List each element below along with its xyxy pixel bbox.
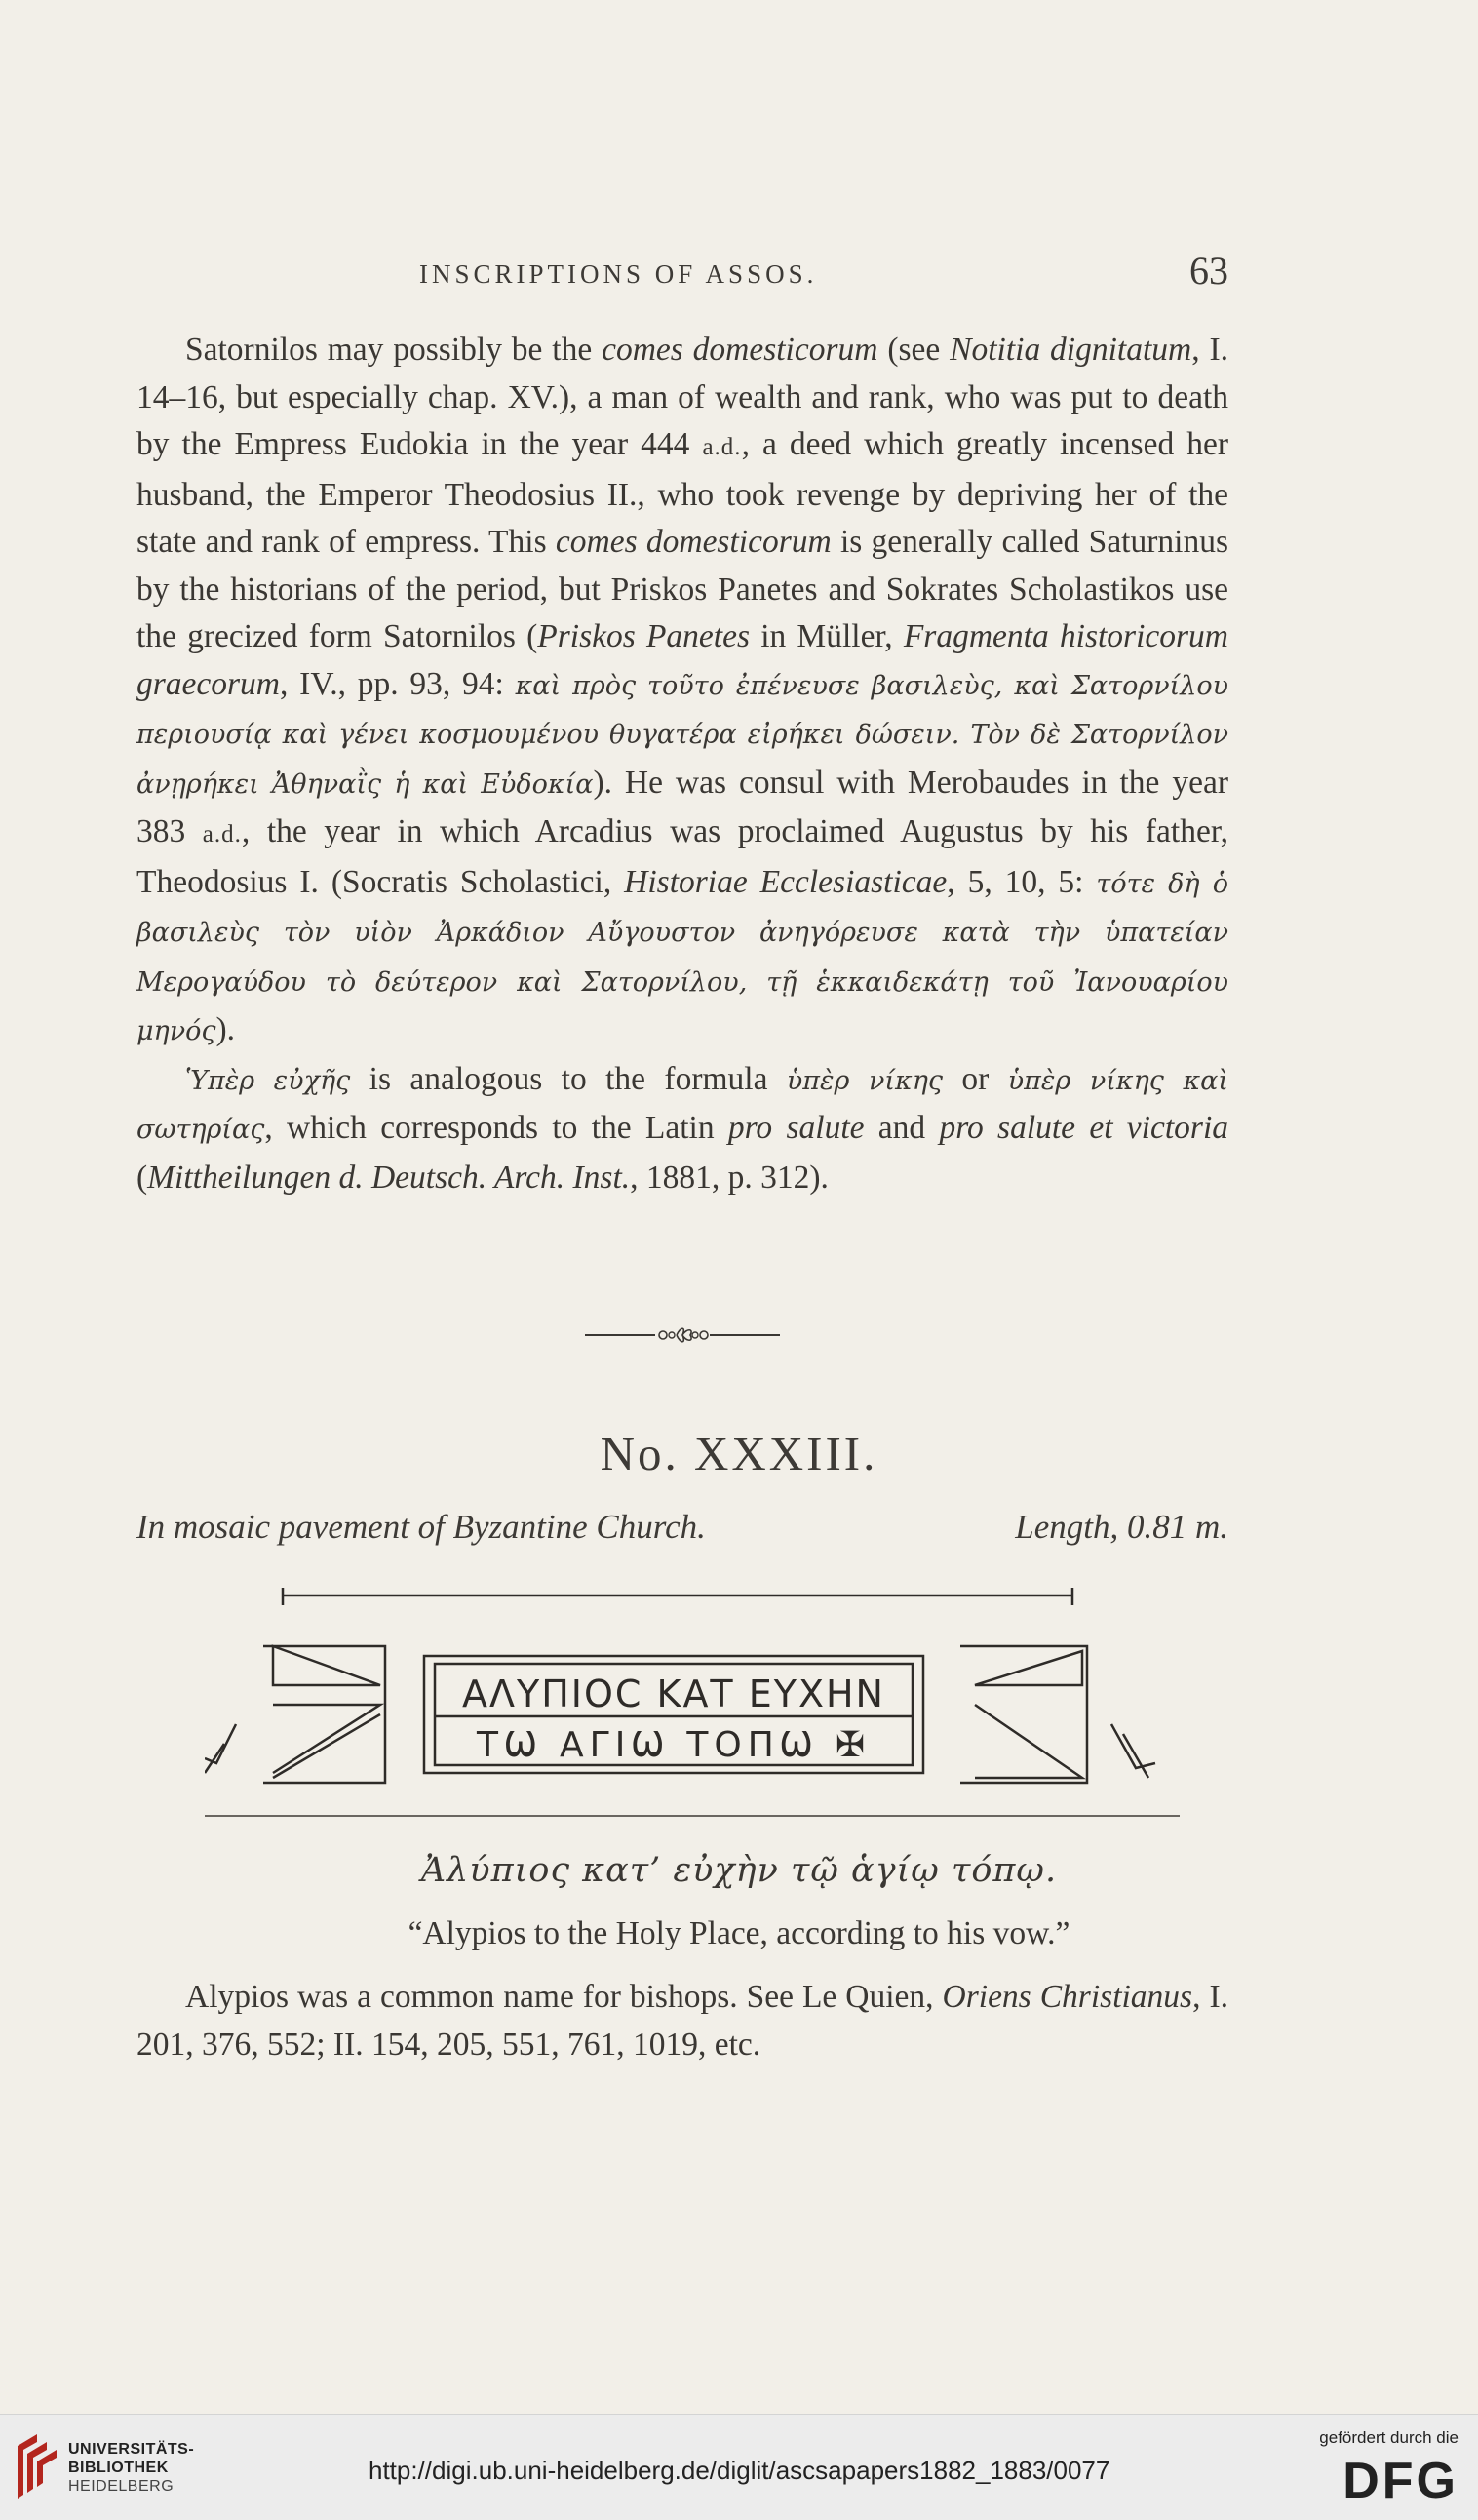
italic-run: Notitia dignitatum [950, 332, 1192, 368]
inscription-line-2: ΤѠ ΑΓΙѠ ΤΟΠѠ ✠ [476, 1725, 872, 1765]
english-translation: “Alypios to the Holy Place, according to his vow.” [408, 1915, 1070, 1951]
digitization-footer [0, 2414, 1478, 2520]
text-run: , I. 14–16, but especially chap. XV.), a man of wealth and rank, who was put to death by the Empress Eudokia in the year 444 [136, 332, 1228, 462]
italic-run: comes domesticorum [555, 524, 832, 560]
text-run: ). [215, 1011, 236, 1047]
text-run: is analogous to the formula [350, 1060, 787, 1097]
body-text [136, 327, 1228, 1201]
text-run: in Müller, [750, 618, 904, 654]
section-divider-ornament [585, 1320, 780, 1350]
text-run: Alypios was a common name for bishops. See Le Quien, [185, 1979, 943, 2015]
text-run: , 1881, p. 312). [630, 1159, 829, 1196]
italic-run: pro salute et victoria [939, 1110, 1228, 1146]
greek-quotation: τότε δὴ ὁ βασιλεὺς τὸν υἱὸν Ἀρκάδιον Αὔγουστον ἀνηγόρευσε κατὰ τὴν ὑπατείαν Μερογαύδου τὸ δεύτερον καὶ Σατορνίλου, τῇ ἑκκαιδεκάτῃ τοῦ Ἰανουαρίου μηνός [136, 868, 1228, 1046]
library-name-line: HEIDELBERG [68, 2478, 175, 2495]
text-run: is generally called Saturninus by the historians of the period, but Priskos Panetes and Sokrates Scholastikos use the grecized form Satornilos ( [136, 524, 1228, 654]
text-run: Satornilos may possibly be the [185, 332, 603, 368]
paragraph-satornilos [136, 327, 1228, 1056]
text-run: or [943, 1060, 1008, 1097]
running-title: INSCRIPTIONS OF ASSOS. [419, 259, 818, 289]
library-name [68, 2440, 194, 2496]
text-run: ). He was consul with Merobaudes in the year 383 [136, 764, 1228, 849]
small-caps-run: a.d. [202, 821, 242, 847]
text-run: , 5, 10, 5: [947, 863, 1097, 900]
library-name-line: UNIVERSITÄTS- [68, 2441, 195, 2458]
italic-run: pro salute [727, 1110, 865, 1146]
library-name-line: BIBLIOTHEK [68, 2460, 169, 2476]
greek-term: Ὑπὲρ εὐχῆς [185, 1065, 351, 1096]
paragraph-hyper-euches [136, 1056, 1228, 1202]
text-run: , which corresponds to the Latin [264, 1110, 728, 1146]
text-run: and [864, 1110, 940, 1146]
caption-location: In mosaic pavement of Byzantine Church. [136, 1508, 706, 1546]
note-text [136, 1974, 1228, 2068]
funding-note: gefördert durch die [1319, 2428, 1459, 2447]
greek-transcription: Ἀλύπιος κατ’ εὐχὴν τῷ ἁγίῳ τόπῳ. [420, 1851, 1058, 1890]
italic-run: Historiae Ecclesiasticae [624, 863, 948, 900]
inscription-baseline-rule [205, 1815, 1180, 1817]
paragraph-alypios [136, 1974, 1228, 2068]
text-run: (see [877, 332, 951, 368]
italic-run: Oriens Christianus [942, 1979, 1193, 2015]
italic-run: comes domesticorum [602, 332, 878, 368]
greek-term: ὑπὲρ νίκης [786, 1065, 944, 1096]
university-library-logo-icon [14, 2434, 57, 2504]
italic-run: Priskos Panetes [537, 618, 750, 654]
dfg-logo: DFG [1342, 2453, 1459, 2509]
text-run: , a deed which greatly incensed her husband, the Emperor Theodosius II., who took revenge by depriving her of the state and rank of empress. This [136, 426, 1228, 560]
italic-run: Fragmenta historicorum graecorum [136, 618, 1228, 702]
inscription-line-1: ΑΛΥΠΙΟϹ ΚΑΤ ΕΥΧΗΝ [462, 1673, 885, 1715]
section-title: No. XXXIII. [600, 1427, 878, 1480]
page-number: 63 [1189, 249, 1228, 293]
caption-length: Length, 0.81 m. [1015, 1508, 1228, 1546]
greek-term: ὑπὲρ νίκης καὶ σωτηρίας [136, 1065, 1229, 1145]
permalink-url[interactable]: http://digi.ub.uni-heidelberg.de/diglit/ascsapapers1882_1883/0077 [369, 2456, 1110, 2485]
text-run: , IV., pp. 93, 94: [280, 665, 516, 702]
text-run: , I. 201, 376, 552; II. 154, 205, 551, 761, 1019, etc. [136, 1979, 1228, 2063]
greek-quotation: καὶ πρὸς τοῦτο ἐπένευσε βασιλεὺς, καὶ Σατορνίλου περιουσίᾳ καὶ γένει κοσμουμένου θυγατέρα εἰρήκει δώσειν. Τὸν δὲ Σατορνίλον ἀνῃρήκει Ἀθηναῒς ἡ καὶ Εὐδοκία [136, 670, 1228, 800]
inscription-caption [136, 1508, 1228, 1547]
text-run: , the year in which Arcadius was proclaimed Augustus by his father, Theodosius I. (Socratis Scholastici, [136, 813, 1229, 900]
text-run: ( [136, 1159, 148, 1196]
small-caps-run: a.d. [702, 434, 742, 460]
page-header [136, 249, 1228, 314]
mosaic-inscription-drawing [205, 1578, 1180, 1812]
italic-run: Mittheilungen d. Deutsch. Arch. Inst. [147, 1159, 631, 1196]
